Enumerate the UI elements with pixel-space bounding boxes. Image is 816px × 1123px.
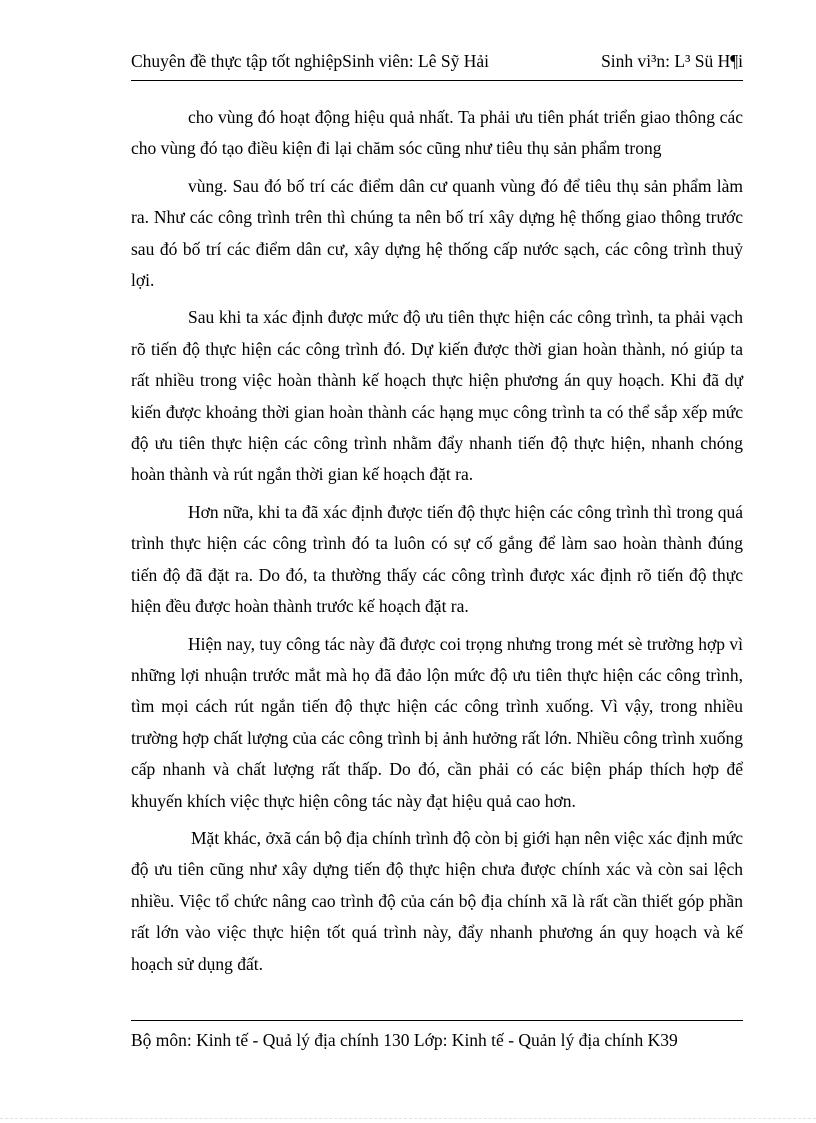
paragraph: cho vùng đó hoạt động hiệu quả nhất. Ta phải ưu tiên phát triển giao thông các cho vùng đó tạo điều kiện đi lại chăm sóc cũng như tiêu thụ sản phẩm trong [131, 107, 743, 159]
paragraph: Mặt khác, ởxã cán bộ địa chính trình độ còn bị giới hạn nên việc xác định mức độ ưu tiên cũng như xây dựng tiến độ thực hiện chưa được chính xác và còn sai lệch nhiều. Việc tổ chức nâng cao trình độ của cán bộ địa chính xã là rất cần thiết góp phần rất lớn vào việc thực hiện tốt quá trình này, đẩy nhanh phương án quy hoạch và kế hoạch sử dụng đất. [131, 827, 743, 974]
footer-divider [131, 1020, 743, 1021]
page-header [131, 48, 743, 78]
paragraph: vùng. Sau đó bố trí các điểm dân cư quanh vùng đó để tiêu thụ sản phẩm làm ra. Như các công trình trên thì chúng ta nên bố trí xây dựng hệ thống giao thông trước sau đó bố trí các điểm dân cư, xây dựng hệ thống cấp nước sạch, các công trình thuỷ lợi. [131, 175, 743, 291]
paragraph: Hơn nữa, khi ta đã xác định được tiến độ thực hiện các công trình thì trong quá trình thực hiện các công trình đó ta luôn có sự cố gắng để làm sao hoàn thành đúng tiến độ đã đặt ra. Do đó, ta thường thấy các công trình được xác định rõ tiến độ thực hiện đều được hoàn thành trước kế hoạch đặt ra. [131, 501, 743, 617]
paragraph: Hiện nay, tuy công tác này đã được coi trọng nhưng trong mét sè trường hợp vì những lợi nhuận trước mắt mà họ đã đảo lộn mức độ ưu tiên thực hiện các công trình, tìm mọi cách rút ngắn tiến độ thực hiện các công trình xuống. Vì vậy, trong nhiều trường hợp chất lượng của các công trình bị ảnh hưởng rất lớn. Nhiều công trình xuống cấp nhanh và chất lượng rất thấp. Do đó, cần phải có các biện pháp thích hợp để khuyến khích việc thực hiện công tác này đạt hiệu quả cao hơn. [131, 633, 743, 811]
page-footer: Bộ môn: Kinh tế - Quả lý địa chính 130 Lớp: Kinh tế - Quản lý địa chính K39 [131, 1030, 678, 1050]
header-divider [131, 80, 743, 81]
paragraph: Sau khi ta xác định được mức độ ưu tiên thực hiện các công trình, ta phải vạch rõ tiến độ thực hiện các công trình đó. Dự kiến được thời gian hoàn thành, nó giúp ta rất nhiều trong việc hoàn thành kế hoạch thực hiện phương án quy hoạch. Khi đã dự kiến được khoảng thời gian hoàn thành các hạng mục công trình ta có thể sắp xếp mức độ ưu tiên thực hiện các công trình nhằm đẩy nhanh tiến độ thực hiện, nhanh chóng hoàn thành và rút ngắn thời gian kế hoạch đặt ra. [131, 307, 743, 485]
document-body [131, 102, 743, 986]
header-left-text: Chuyên đề thực tập tốt nghiệpSinh viên: Lê Sỹ Hải [131, 51, 489, 71]
page-edge [0, 1118, 816, 1119]
header-right-text: Sinh vi³n: L³ Sü H¶i [601, 51, 743, 71]
